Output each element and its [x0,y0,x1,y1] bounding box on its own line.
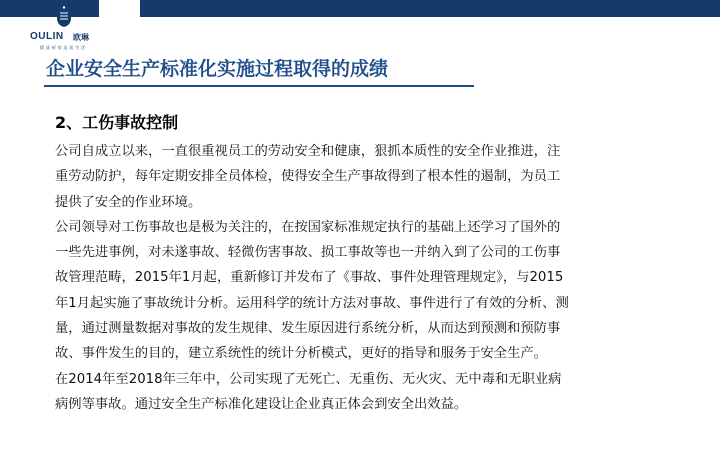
body-line: 年1月起实施了事故统计分析。运用科学的统计方法对事故、事件进行了有效的分析、测 [55,295,569,311]
body-line: 量，通过测量数据对事故的发生规律、发生原因进行系统分析，从而达到预测和预防事 [55,321,561,337]
company-logo [28,4,102,54]
body-line: 提供了安全的作业环境。 [55,194,202,210]
body-line: 公司领导对工伤事故也是极为关注的，在按国家标准规定执行的基础上还学习了国外的 [55,219,561,235]
body-line: 故管理范畴，2015年1月起，重新修订并发布了《事故、事件处理管理规定》，与2015 [55,270,564,286]
title-underline [44,85,474,87]
body-line: 公司自成立以来，一直很重视员工的劳动安全和健康，狠抓本质性的安全作业推进，注 [55,144,561,159]
body-line: 一些先进事例，对未遂事故、轻微伤害事故、损工事故等也一并纳入到了公司的工伤事 [55,245,561,261]
logo-chinese-name: 欧琳 [73,33,89,42]
body-line: 重劳动防护，每年定期安排全员体检，使得安全生产事故得到了根本性的遏制，为员工 [55,169,561,185]
body-line: 故、事件发生的目的，建立系统性的统计分析模式，更好的指导和服务于安全生产。 [55,346,547,362]
header-bar-right [140,0,720,17]
body-line: 病例等事故。通过安全生产标准化建设让企业真正体会到安全出效益。 [55,396,468,412]
slide-title: 企业安全生产标准化实施过程取得的成绩 [46,58,389,80]
crown-crest-icon [55,4,73,28]
section-heading: 2、工伤事故控制 [55,113,179,132]
body-text [55,139,682,417]
logo-tagline: 精 质 厨 房 品 质 生 活 [40,45,86,50]
logo-wordmark: OULIN [30,31,64,42]
body-line: 在2014年至2018年三年中，公司实现了无死亡、无重伤、无火灾、无中毒和无职业病 [55,371,562,387]
